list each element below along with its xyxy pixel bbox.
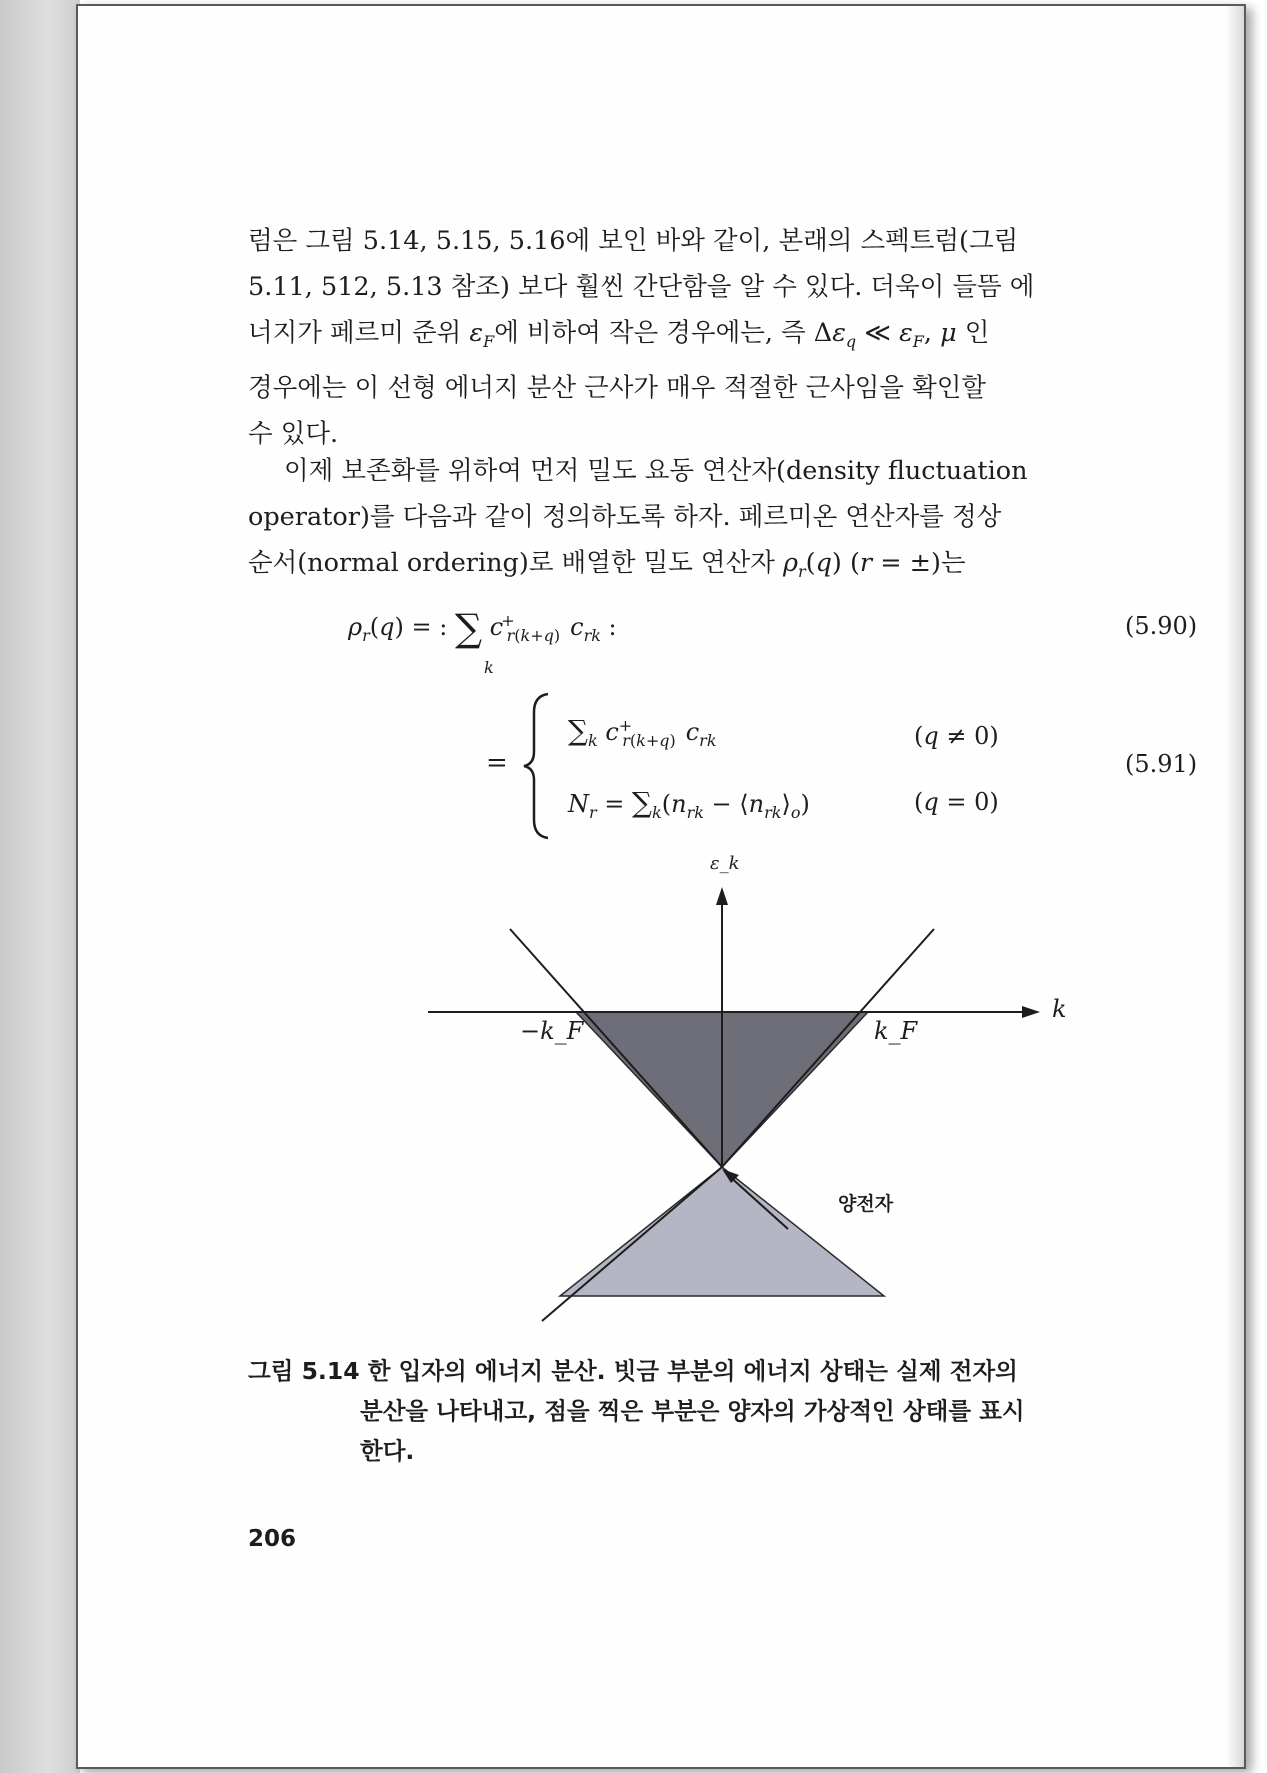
equation-5-90-sum-index: k <box>484 658 494 677</box>
equation-5-91-equals: = <box>486 748 508 778</box>
caption-line-1 <box>248 1351 1198 1391</box>
paragraph-2-line-2: operator)를 다음과 같이 정의하도록 하자. 페르미온 연산자를 정상 <box>248 502 1002 532</box>
paragraph-1-line-4: 경우에는 이 선형 에너지 분산 근사가 매우 적절한 근사임을 확인할 <box>248 373 987 404</box>
caption-line-3: 한다. <box>360 1437 415 1465</box>
equation-5-91-brace <box>522 692 552 840</box>
paragraph-1-line-3: 너지가 페르미 준위 $\varepsilon_F$에 비하여 작은 경우에는, 즉 $\Delta\varepsilon_q$ ≪ $\varepsilon_F$, μ 인 <box>248 318 990 352</box>
equation-number-5-90: (5.90) <box>1125 612 1198 640</box>
energy-axis-arrow <box>716 887 728 905</box>
positron-region <box>560 1167 884 1296</box>
paragraph-1-line-5: 수 있다. <box>248 419 339 450</box>
paragraph-2-line-1: 이제 보존화를 위하여 먼저 밀도 요동 연산자(density fluctuation <box>284 456 1028 486</box>
equation-5-91-case-1: $\sum_k$ $c^+_{r(k+q)}$ $c_{rk}$ <box>568 714 717 750</box>
figure-caption <box>248 1351 1198 1471</box>
book-spine <box>0 0 80 1773</box>
paragraph-1-line-2: 5.11, 512, 5.13 참조) 보다 훨씬 간단함을 알 수 있다. 더욱이 들뜸 에 <box>248 272 1035 302</box>
page-edge-shade <box>1226 6 1244 1767</box>
positron-label: 양전자 <box>838 1193 894 1215</box>
k-axis-arrow <box>1022 1006 1040 1018</box>
dispersion-diagram <box>428 861 1098 1331</box>
minus-kf-label: −k_F <box>520 1017 584 1045</box>
paragraph-1-line-1: 럼은 그림 5.14, 5.15, 5.16에 보인 바와 같이, 본래의 스펙트럼(그림 <box>248 226 1019 256</box>
caption-text-1: 한 입자의 에너지 분산. 빗금 부분의 에너지 상태는 실제 전자의 <box>367 1357 1018 1385</box>
kf-label: k_F <box>874 1017 918 1045</box>
equation-number-5-91: (5.91) <box>1125 750 1198 778</box>
book-page <box>76 4 1246 1769</box>
equation-5-91-case-1-condition: (q ≠ 0) <box>914 722 999 750</box>
caption-line-2: 분산을 나타내고, 점을 찍은 부분은 양자의 가상적인 상태를 표시 <box>360 1397 1025 1425</box>
equation-5-90: $\rho_r(q)$ = : ∑ $c^+_{r(k+q)}$ $c_{rk}$ : <box>348 606 617 650</box>
paragraph-2 <box>248 448 1198 595</box>
equation-5-91-case-2-condition: (q = 0) <box>914 788 999 816</box>
energy-axis-label: ε_k <box>710 853 740 874</box>
equation-5-91-case-2: $N_r = \sum_k(n_{rk}$ − $⟨n_{rk}⟩_o$) <box>568 786 810 822</box>
paragraph-2-line-3: 순서(normal ordering)로 배열한 밀도 연산자 $\rho_r(q) (r$ = ±)는 <box>248 548 966 582</box>
paragraph-1 <box>248 218 1198 457</box>
page-number: 206 <box>248 1526 297 1552</box>
figure-5-14 <box>428 853 1098 1331</box>
k-axis-label: k <box>1052 995 1067 1023</box>
caption-number: 그림 5.14 <box>248 1357 360 1385</box>
